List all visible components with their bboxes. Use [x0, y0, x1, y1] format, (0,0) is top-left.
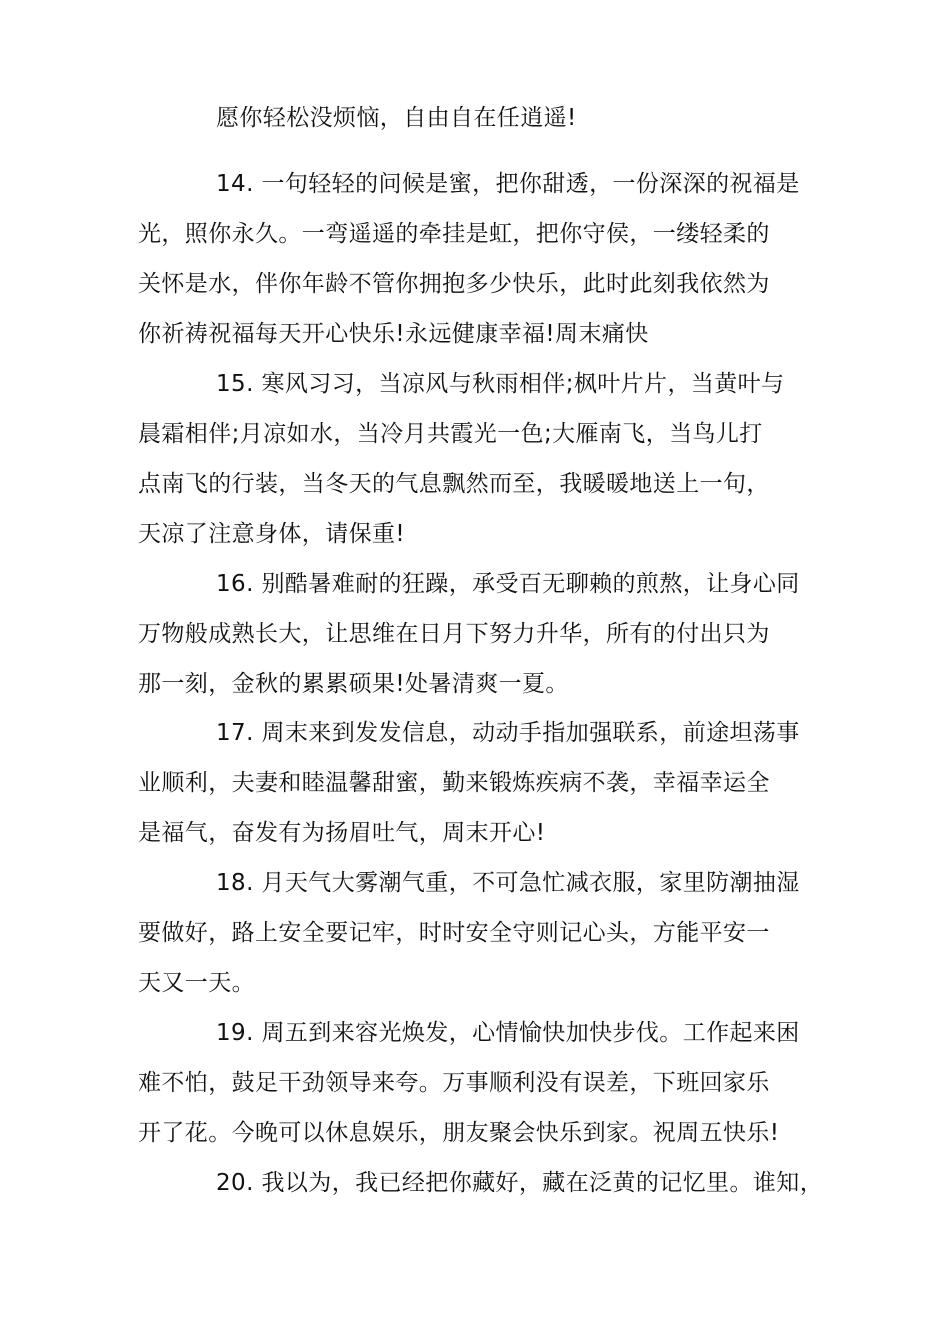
- paragraph-15-line-4: 天凉了注意身体，请保重!: [138, 521, 406, 547]
- paragraph-14-line-4: 你祈祷祝福每天开心快乐!永远健康幸福!周末痛快: [138, 321, 649, 347]
- paragraph-17-line-2: 业顺利，夫妻和睦温馨甜蜜，勤来锻炼疾病不袭，幸福幸运全: [138, 770, 770, 796]
- paragraph-19-line-3: 开了花。今晚可以休息娱乐，朋友聚会快乐到家。祝周五快乐!: [138, 1120, 780, 1146]
- paragraph-14-line-3: 关怀是水，伴你年龄不管你拥抱多少快乐，此时此刻我依然为: [138, 271, 770, 297]
- paragraph-17-line-3: 是福气，奋发有为扬眉吐气，周末开心!: [138, 820, 546, 846]
- paragraph-18-line-2: 要做好，路上安全要记牢，时时安全守则记心头，方能平安一: [138, 920, 770, 946]
- paragraph-15-line-1: 15. 寒风习习，当凉风与秋雨相伴;枫叶片片，当黄叶与: [216, 371, 785, 397]
- paragraph-19-line-2: 难不怕，鼓足干劲领导来夸。万事顺利没有误差，下班回家乐: [138, 1070, 770, 1096]
- paragraph-18-line-3: 天又一天。: [138, 970, 255, 996]
- paragraph-16-line-3: 那一刻，金秋的累累硕果!处暑清爽一夏。: [138, 671, 569, 697]
- text-line: 愿你轻松没烦恼，自由自在任逍遥!: [216, 105, 577, 131]
- paragraph-20-line-1: 20. 我以为，我已经把你藏好，藏在泛黄的记忆里。谁知，: [216, 1170, 824, 1196]
- paragraph-18-line-1: 18. 月天气大雾潮气重，不可急忙减衣服，家里防潮抽湿: [216, 870, 800, 896]
- paragraph-16-line-1: 16. 别酷暑难耐的狂躁，承受百无聊赖的煎熬，让身心同: [216, 571, 800, 597]
- paragraph-16-line-2: 万物般成熟长大，让思维在日月下努力升华，所有的付出只为: [138, 621, 770, 647]
- paragraph-14-line-2: 光，照你永久。一弯遥遥的牵挂是虹，把你守侯，一缕轻柔的: [138, 221, 770, 247]
- paragraph-15-line-2: 晨霜相伴;月凉如水，当冷月共霞光一色;大雁南飞，当鸟儿打: [138, 421, 763, 447]
- paragraph-15-line-3: 点南飞的行装，当冬天的气息飘然而至，我暖暖地送上一句，: [138, 471, 770, 497]
- paragraph-19-line-1: 19. 周五到来容光焕发，心情愉快加快步伐。工作起来困: [216, 1020, 800, 1046]
- paragraph-14-line-1: 14. 一句轻轻的问候是蜜，把你甜透，一份深深的祝福是: [216, 171, 800, 197]
- paragraph-17-line-1: 17. 周末来到发发信息，动动手指加强联系，前途坦荡事: [216, 720, 800, 746]
